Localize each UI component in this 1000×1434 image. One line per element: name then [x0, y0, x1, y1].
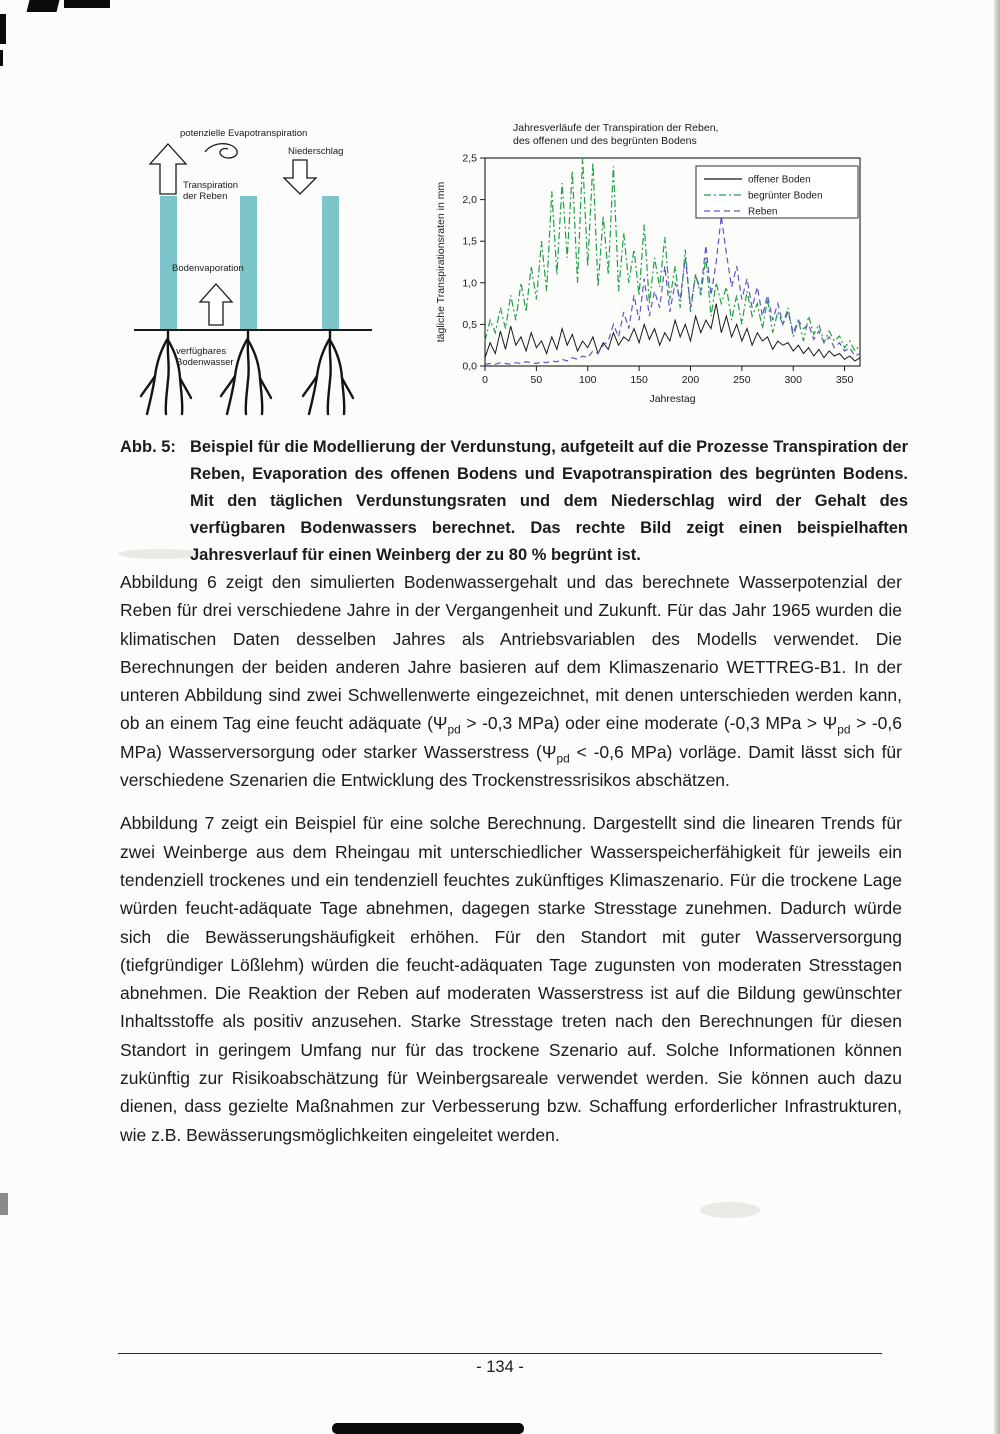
y-tick-label: 1,0 — [462, 277, 477, 290]
subscript-text: pd — [447, 722, 461, 737]
roots — [141, 330, 353, 414]
legend-label-2: Reben — [748, 206, 778, 218]
figure-caption-text: Beispiel für die Modellierung der Verdunstung, aufgeteilt auf die Prozesse Transpiration der Reben, Evaporation des offenen Bodens und Evapotranspiration des begrünten Bodens. Mit den täglichen Verdunstungsraten und dem Niederschlag wird der Gehalt des verfügbaren Bodenwassers berechnet. Das rechte Bild zeigt einen beispielhaften Jahresverlauf für einen Weinberg der zu 80 % begrünt ist. — [190, 438, 908, 564]
root-cluster — [141, 330, 191, 414]
x-axis-label: Jahrestag — [649, 393, 696, 405]
label-niederschlag: Niederschlag — [288, 146, 344, 157]
up-arrow-icon — [150, 144, 186, 194]
legend-label-0: offener Boden — [748, 174, 811, 186]
subscript-text: pd — [556, 751, 570, 766]
x-tick-label: 250 — [733, 374, 751, 386]
x-tick-label: 150 — [630, 374, 648, 386]
scan-artifact — [0, 1193, 8, 1215]
scan-edge — [994, 0, 1000, 1434]
y-tick-label: 0,5 — [462, 318, 477, 331]
series-line-0 — [485, 304, 860, 361]
legend-label-1: begrünter Boden — [748, 190, 823, 202]
scan-smudge — [700, 1202, 760, 1218]
root-cluster — [221, 330, 271, 414]
y-tick-label: 2,0 — [462, 194, 477, 207]
run-text: Abbildung 7 zeigt ein Beispiel für eine solche Berechnung. Dargestellt sind die linearen Trends für zwei Weinberge aus dem Rheingau mit unterschiedlicher Wasserspeicherfähigkeit für jeweils ein tendenziell trockenes und ein tendenziell feuchtes zukünftiges Klimaszenario. Für die trockene Lage würden feucht-adäquate Tage abnehmen, dagegen starke Stresstage zunehmen. Dadurch würde sich die Bewässerungshäufigkeit erhöhen. Für den Standort mit guter Wasserversorgung (tiefgründiger Lößlehm) würden die feucht-adäquaten Tage zugunsten von moderaten Stresstagen abnehmen. Die Reaktion der Reben auf moderaten Wasserstress ist auf die Bildung gewünschter Inhaltsstoffe als positiv anzusehen. Starke Stresstage treten nach den Berechnungen für diesen Standort in geringem Umfang nur für das trockene Szenario auf. Solche Informationen können zukünftig zur Risikoabschätzung für Weinbergsareale verwendet werden. Sie können auch dazu dienen, dass gezielte Maßnahmen zur Verbesserung bzw. Schaffung erforderlicher Infrastrukturen, wie z.B. Bewässerungsmöglichkeiten eingeleitet werden. — [120, 813, 902, 1145]
root-cluster — [303, 330, 353, 414]
scan-artifact — [332, 1423, 524, 1434]
chart-title-line1: Jahresverläufe der Transpiration der Reben, — [513, 122, 719, 134]
y-tick-label: 1,5 — [462, 235, 477, 248]
label-bodenvaporation: Bodenvaporation — [172, 263, 244, 274]
run-text: Abbildung 6 zeigt den simulierten Bodenwassergehalt und das berechnete Wasserpotenzial der Reben für drei verschiedene Jahre in der Vergangenheit und Zukunft. Für das Jahr 1965 wurden die klimatischen Daten desselben Jahres als Antriebsvariablen des Modells verwendet. Die Berechnungen der beiden anderen Jahre basieren auf dem Klimaszenario WETTREG-B1. In der unteren Abbildung sind zwei Schwellenwerte eingezeichnet, mit denen unterschieden werden kann, ob an einem Tag eine feucht adäquate (Ψ — [120, 572, 902, 734]
label-potenzielle-evapotranspiration: potenzielle Evapotranspiration — [180, 128, 308, 139]
scan-artifact — [0, 50, 3, 66]
scan-artifact — [27, 0, 60, 12]
label-bodenwasser-line1: verfügbares — [176, 346, 227, 357]
body-text — [120, 568, 902, 1149]
x-tick-label: 0 — [482, 374, 488, 386]
evapotranspiration-diagram — [130, 118, 380, 423]
x-tick-label: 100 — [578, 374, 597, 386]
scan-artifact — [64, 0, 110, 8]
x-tick-label: 50 — [530, 374, 543, 386]
down-arrow-icon — [284, 160, 316, 194]
label-transpiration-line2: der Reben — [183, 191, 228, 202]
y-axis-label: tägliche Transpirationsraten in mm — [435, 181, 447, 343]
transpiration-chart-svg — [430, 116, 885, 416]
x-tick-label: 300 — [784, 374, 802, 386]
figure-caption — [120, 434, 908, 569]
x-tick-label: 200 — [681, 374, 700, 386]
x-tick-label: 350 — [835, 374, 854, 386]
transpiration-chart — [430, 116, 885, 421]
page-number: - 134 - — [476, 1358, 524, 1376]
up-arrow-icon — [200, 284, 232, 325]
scan-artifact — [0, 14, 6, 44]
label-bodenwasser-line2: Bodenwasser — [176, 357, 234, 368]
footer-rule — [118, 1353, 882, 1354]
subscript-text: pd — [837, 722, 851, 737]
label-transpiration-line1: Transpiration — [183, 180, 239, 191]
run-text: > -0,6 MPa) Wasserversorgung oder starker Wasserstress (Ψ — [120, 713, 902, 762]
swirl-icon — [205, 144, 237, 158]
paragraph-abbildung-7 — [120, 809, 902, 1149]
y-tick-label: 2,5 — [462, 152, 477, 165]
run-text: > -0,3 MPa) oder eine moderate (-0,3 MPa > Ψ — [460, 713, 838, 734]
figure-caption-label: Abb. 5: — [120, 438, 176, 456]
vine-row-bar — [322, 196, 339, 330]
run-text: < -0,6 MPa) vorläge. Damit lässt sich für verschiedene Szenarien die Entwicklung des Trockenstressrisikos abschätzen. — [120, 741, 902, 791]
paragraph-abbildung-6 — [120, 568, 902, 794]
y-tick-label: 0,0 — [462, 360, 477, 373]
chart-title-line2: des offenen und des begrünten Bodens — [513, 135, 697, 147]
